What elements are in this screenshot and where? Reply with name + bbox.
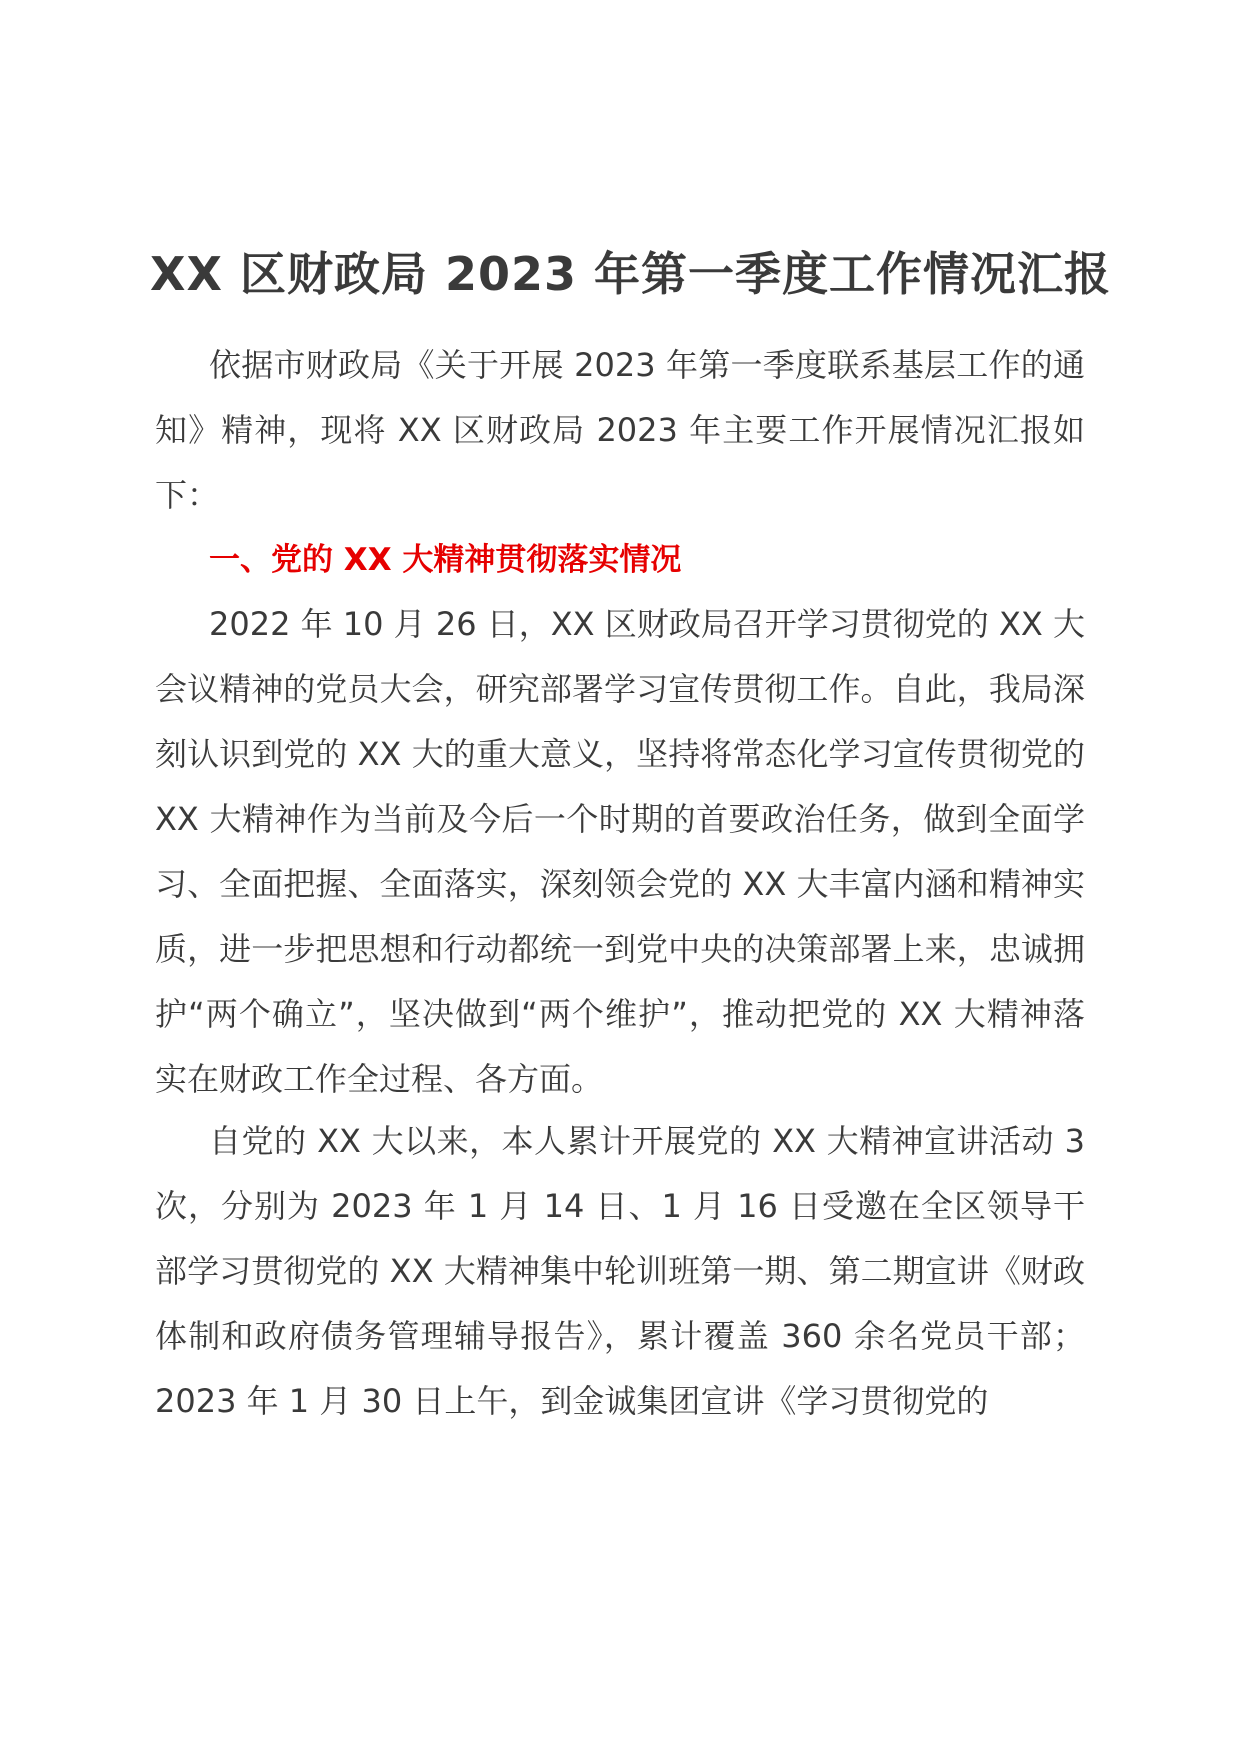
- intro-paragraph: 依据市财政局《关于开展 2023 年第一季度联系基层工作的通知》精神，现将 XX 区财政局 2023 年主要工作开展情况汇报如下：: [155, 346, 1085, 514]
- document-title: XX 区财政局 2023 年第一季度工作情况汇报: [150, 247, 1112, 301]
- section-heading: 一、党的 XX 大精神贯彻落实情况: [209, 542, 682, 578]
- section-paragraph: 2022 年 10 月 26 日，XX 区财政局召开学习贯彻党的 XX 大会议精神的党员大会，研究部署学习宣传贯彻工作。自此，我局深刻认识到党的 XX 大的重大意义，坚持将常态化学习宣传贯彻党的 XX 大精神作为当前及今后一个时期的首要政治任务，做到全面学习、全面把握、全面落实，深刻领会党的 XX 大丰富内涵和精神实质，进一步把思想和行动都统一到党中央的决策部署上来，忠诚拥护“两个确立”，坚决做到“两个维护”，推动把党的 XX 大精神落实在财政工作全过程、各方面。: [155, 605, 1085, 1098]
- section-paragraph: 自党的 XX 大以来，本人累计开展党的 XX 大精神宣讲活动 3 次，分别为 2023 年 1 月 14 日、1 月 16 日受邀在全区领导干部学习贯彻党的 XX 大精神集中轮训班第一期、第二期宣讲《财政体制和政府债务管理辅导报告》，累计覆盖 360 余名党员干部；2023 年 1 月 30 日上午，到金诚集团宣讲《学习贯彻党的: [155, 1122, 1085, 1420]
